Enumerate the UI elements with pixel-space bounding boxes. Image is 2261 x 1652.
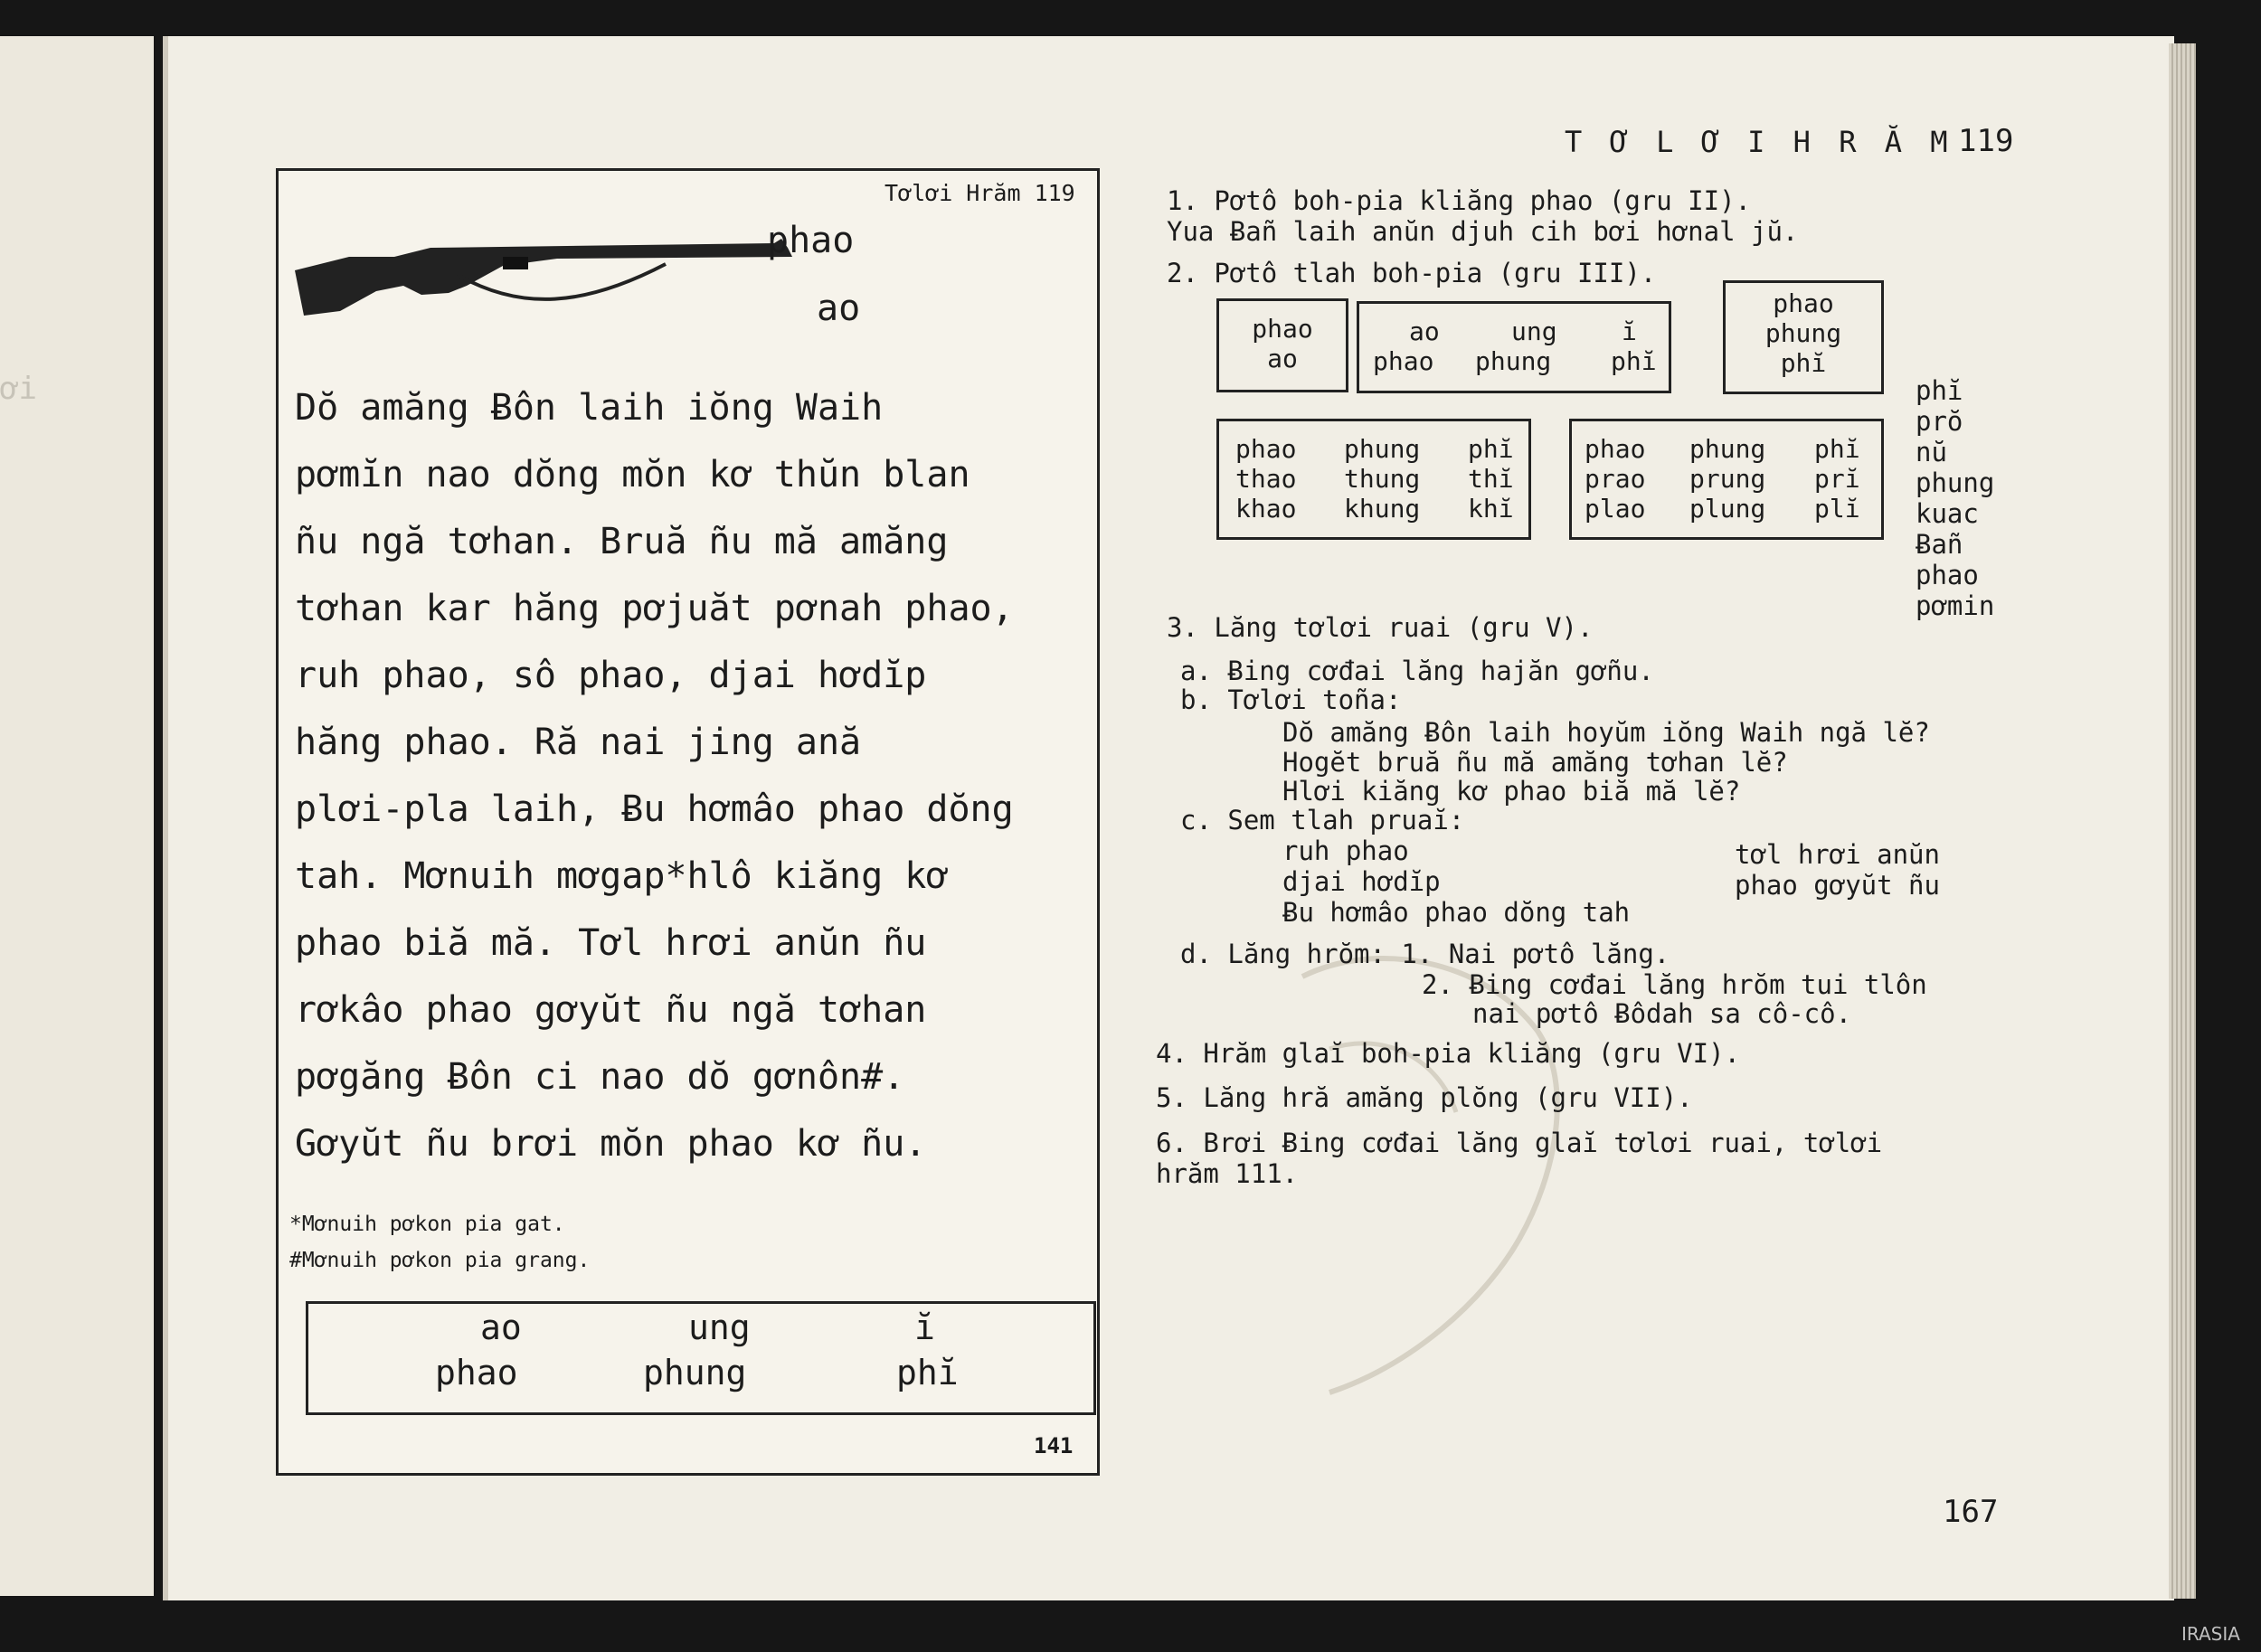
lesson-line: tơhan kar hăng pơjuăt pơnah phao, xyxy=(295,588,1014,629)
lesson-line: hăng phao. Ră nai jing ană xyxy=(295,722,862,763)
syllable: ao xyxy=(480,1307,522,1347)
instruction-4: 4. Hrăm glaĭ boh-pia kliăng (gru VI). xyxy=(1156,1038,1741,1069)
grid-cell: ĭ xyxy=(1622,316,1637,346)
lesson-line: plơi-pla laih, Ƀu hơmâo phao dŏng xyxy=(295,788,1014,830)
grid-cell: phao xyxy=(1773,288,1834,318)
lesson-line: ñu ngă tơhan. Bruă ñu mă amăng xyxy=(295,521,949,562)
page-edges xyxy=(2169,43,2196,1599)
word-list-item: phung xyxy=(1916,467,1995,498)
grid-column xyxy=(1468,434,1514,524)
rifle-illustration xyxy=(286,221,792,329)
instruction-line: Yua Ƀañ laih anŭn djuh cih bơi hơnal jŭ. xyxy=(1167,216,1799,247)
instruction-1 xyxy=(1167,185,1798,247)
lesson-line: pơgăng Ƀôn ci nao dŏ gơnôn#. xyxy=(295,1056,905,1098)
lesson-line: Dŏ amăng Ƀôn laih iŏng Waih xyxy=(295,387,884,429)
watermark: IRASIA xyxy=(2181,1623,2240,1645)
grid-cell: phĭ xyxy=(1611,346,1657,376)
lesson-line: Gơyŭt ñu brơi mŏn phao kơ ñu. xyxy=(295,1123,927,1165)
instruction-2: 2. Pơtô tlah boh-pia (gru III). xyxy=(1167,258,1657,288)
grid-cell: phung xyxy=(1475,346,1552,376)
instruction-5: 5. Lăng hră amăng plŏng (gru VII). xyxy=(1156,1082,1693,1113)
syllable-box xyxy=(306,1301,1096,1415)
phrase-right: phao gơyŭt ñu xyxy=(1735,870,1940,901)
grid-cell: prung xyxy=(1689,464,1766,494)
footnote: #Mơnuih pơkon pia grang. xyxy=(289,1249,591,1272)
instruction-3d-3: nai pơtô Ƀôdah sa cô-cô. xyxy=(1472,998,1852,1029)
lesson-line: rơkâo phao gơyŭt ñu ngă tơhan xyxy=(295,989,927,1031)
grid-cell: phung xyxy=(1344,434,1421,464)
syllable: ung xyxy=(688,1307,751,1347)
lesson-line: phao biă mă. Tơl hrơi anŭn ñu xyxy=(295,922,927,964)
grid-column xyxy=(1689,434,1765,524)
grid-cell: phao xyxy=(1252,314,1313,344)
running-header xyxy=(1565,125,1954,159)
word-list-item: pơmin xyxy=(1916,590,1995,621)
grid-box-2 xyxy=(1357,301,1671,393)
grid-cell: khung xyxy=(1344,494,1421,524)
grid-cell: khĭ xyxy=(1468,494,1514,524)
question-3: Hlơi kiăng kơ phao biă mă lĕ? xyxy=(1282,776,1741,807)
phrase-left: Ƀu hơmâo phao dŏng tah xyxy=(1282,897,1631,928)
grid-cell: ung xyxy=(1511,316,1557,346)
header-title: T Ơ L Ơ I H R Ă M xyxy=(1565,125,1954,159)
lesson-line: ruh phao, sô phao, djai hơdĭp xyxy=(295,655,927,696)
lesson-body xyxy=(295,374,1014,1177)
grid-cell: phao xyxy=(1585,434,1646,464)
grid-cell: prĭ xyxy=(1814,464,1860,494)
grid-cell: phĭ xyxy=(1780,348,1827,378)
syllable: phao xyxy=(435,1353,518,1392)
grid-cell: ao xyxy=(1409,316,1440,346)
question-1: Dŏ amăng Ƀôn laih hoyŭm iŏng Waih ngă lĕ? xyxy=(1282,717,1930,748)
grid-box-5 xyxy=(1569,419,1884,540)
instruction-6 xyxy=(1156,1128,1882,1189)
word-list-item: phao xyxy=(1916,560,1979,590)
grid-column xyxy=(1814,434,1860,524)
word-list-item: kuac xyxy=(1916,498,1979,529)
word-list-item: phĭ xyxy=(1916,375,1963,406)
grid-cell: phĭ xyxy=(1468,434,1514,464)
left-page xyxy=(0,36,154,1596)
grid-cell: thung xyxy=(1344,464,1421,494)
grid-box-3 xyxy=(1723,280,1884,394)
page-number: 167 xyxy=(1943,1494,1999,1530)
lesson-label: Tơlơi Hrăm 119 xyxy=(885,180,1075,206)
instruction-3d: d. Lăng hrŏm: 1. Nai pơtô lăng. xyxy=(1180,939,1670,969)
grid-cell: khao xyxy=(1235,494,1297,524)
header-page-number: 119 xyxy=(1958,123,2014,159)
phrase-right: tơl hrơi anŭn xyxy=(1735,839,1940,870)
instruction-3d-2: 2. Ƀing cơđai lăng hrŏm tui tlôn xyxy=(1422,969,1927,1000)
syllable: ĭ xyxy=(914,1307,935,1347)
grid-cell: thao xyxy=(1235,464,1297,494)
instruction-3c: c. Sem tlah pruaĭ: xyxy=(1180,805,1465,835)
grid-cell: phao xyxy=(1373,346,1434,376)
instruction-line: 6. Brơi Ƀing cơđai lăng glaĭ tơlơi ruai, tơlơi xyxy=(1156,1128,1883,1158)
syllable: phung xyxy=(643,1353,747,1392)
lesson-line: pơmĭn nao dŏng mŏn kơ thŭn blan xyxy=(295,454,970,496)
footnotes xyxy=(289,1206,590,1279)
grid-cell: plao xyxy=(1585,494,1646,524)
grid-cell: prao xyxy=(1585,464,1646,494)
grid-cell: ao xyxy=(1267,344,1298,373)
grid-column xyxy=(1585,434,1645,524)
instruction-3: 3. Lăng tơlơi ruai (gru V). xyxy=(1167,612,1594,643)
lesson-frame xyxy=(276,168,1100,1476)
instruction-line: hrăm 111. xyxy=(1156,1158,1299,1189)
grid-cell: thĭ xyxy=(1468,464,1514,494)
grid-cell: plung xyxy=(1689,494,1766,524)
lesson-line: tah. Mơnuih mơgap*hlô kiăng kơ xyxy=(295,855,949,897)
lesson-word-ao: ao xyxy=(817,288,861,329)
grid-cell: phung xyxy=(1689,434,1766,464)
grid-column xyxy=(1235,434,1296,524)
grid-box-4 xyxy=(1216,419,1531,540)
footnote: *Mơnuih pơkon pia gat. xyxy=(289,1213,565,1236)
bleed-text: ơi xyxy=(0,371,37,407)
grid-column xyxy=(1344,434,1420,524)
lesson-page-number: 141 xyxy=(1034,1433,1074,1458)
grid-cell: phĭ xyxy=(1814,434,1860,464)
instruction-line: 1. Pơtô boh-pia kliăng phao (gru II). xyxy=(1167,185,1752,216)
grid-cell: phung xyxy=(1764,318,1842,348)
phrase-left: ruh phao xyxy=(1282,835,1409,866)
grid-box-1 xyxy=(1216,298,1348,392)
question-2: Hogĕt bruă ñu mă amăng tơhan lĕ? xyxy=(1282,747,1788,778)
instruction-3b: b. Tơlơi toña: xyxy=(1180,684,1402,715)
phrase-left: djai hơdĭp xyxy=(1282,866,1441,897)
word-list-item: Ƀañ xyxy=(1916,529,1963,560)
grid-cell: plĭ xyxy=(1814,494,1860,524)
syllable: phĭ xyxy=(896,1353,959,1392)
word-list-item: prŏ xyxy=(1916,406,1963,437)
grid-cell: phao xyxy=(1235,434,1297,464)
word-list-item: nŭ xyxy=(1916,437,1947,467)
instruction-3a: a. Ƀing cơđai lăng hajăn gơñu. xyxy=(1180,656,1654,686)
lesson-word-phao: phao xyxy=(767,220,855,261)
word-list xyxy=(1916,375,1994,621)
